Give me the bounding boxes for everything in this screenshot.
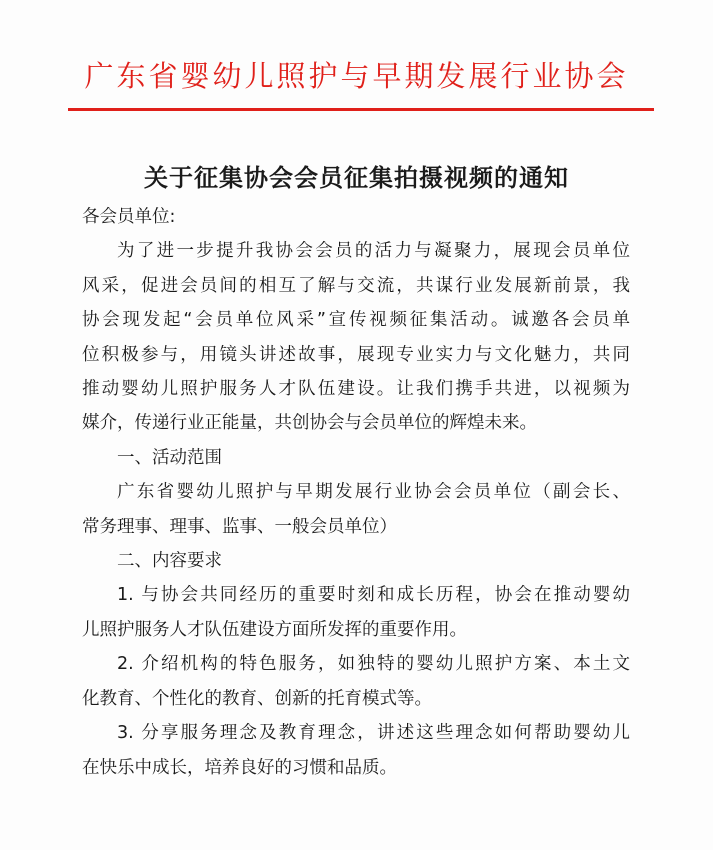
section1-heading: 一、活动范围 xyxy=(117,447,222,468)
item3-line: 在快乐中成长，培养良好的习惯和品质。 xyxy=(82,757,397,778)
intro-line: 协会现发起“会员单位风采”宣传视频征集活动。诚邀各会员单 xyxy=(82,310,630,331)
requirement-item-2 xyxy=(82,647,630,716)
item3-line: 3. 分享服务理念及教育理念，讲述这些理念如何帮助婴幼儿 xyxy=(117,723,630,744)
intro-line: 媒介，传递行业正能量，共创协会与会员单位的辉煌未来。 xyxy=(82,413,537,434)
letterhead-org-name: 广东省婴幼儿照护与早期发展行业协会 xyxy=(84,59,629,93)
requirement-item-3 xyxy=(82,716,630,785)
salutation: 各会员单位: xyxy=(82,207,176,227)
intro-line: 为了进一步提升我协会会员的活力与凝聚力，展现会员单位 xyxy=(117,241,630,262)
section1-line: 广东省婴幼儿照护与早期发展行业协会会员单位（副会长、 xyxy=(117,482,630,503)
notice-body xyxy=(82,200,630,785)
notice-title: 关于征集协会会员征集拍摄视频的通知 xyxy=(144,163,569,192)
intro-line: 风采，促进会员间的相互了解与交流，共谋行业发展新前景，我 xyxy=(82,275,630,296)
letterhead-divider xyxy=(68,108,654,111)
item2-line: 化教育、个性化的教育、创新的托育模式等。 xyxy=(82,688,432,709)
intro-line: 推动婴幼儿照护服务人才队伍建设。让我们携手共进，以视频为 xyxy=(82,379,630,400)
requirement-item-1 xyxy=(82,578,630,647)
section1-line: 常务理事、理事、监事、一般会员单位） xyxy=(82,516,397,537)
section1-body xyxy=(82,475,630,544)
item1-line: 1. 与协会共同经历的重要时刻和成长历程，协会在推动婴幼 xyxy=(117,585,630,606)
section2-heading: 二、内容要求 xyxy=(117,551,222,572)
intro-paragraph xyxy=(82,234,630,440)
intro-line: 位积极参与，用镜头讲述故事，展现专业实力与文化魅力，共同 xyxy=(82,344,630,365)
item2-line: 2. 介绍机构的特色服务，如独特的婴幼儿照护方案、本土文 xyxy=(117,654,630,675)
item1-line: 儿照护服务人才队伍建设方面所发挥的重要作用。 xyxy=(82,619,467,640)
